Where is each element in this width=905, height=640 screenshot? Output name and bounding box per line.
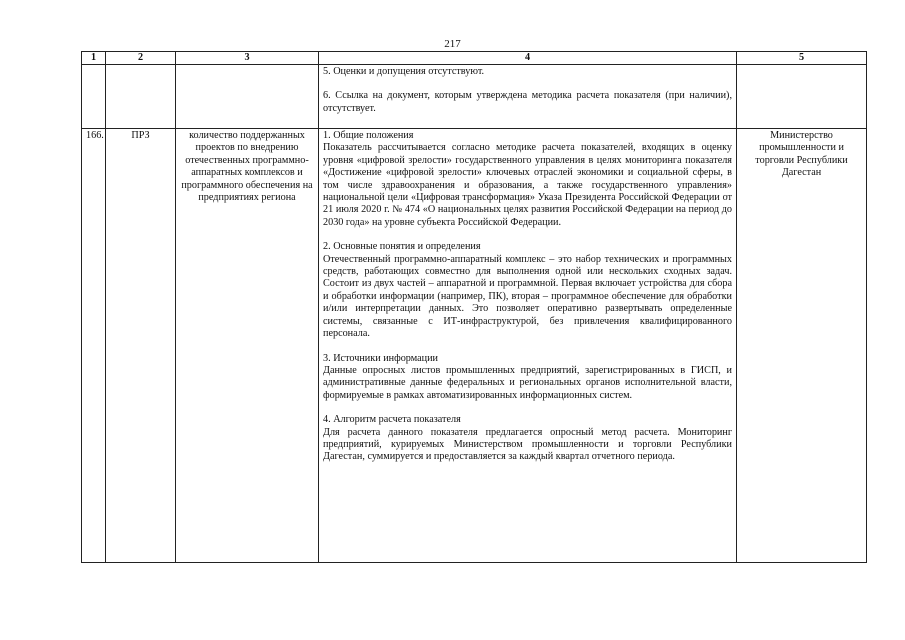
methodology-cell bbox=[319, 129, 737, 563]
header-col-1: 1 bbox=[82, 52, 106, 65]
section-title: 3. Источники информации bbox=[323, 352, 438, 364]
section-body: Отечественный программно-аппаратный комплекс – это набор технических и программных средств, работающих совместно для выполнения одной или нескольких сходных задач. Состоит из двух частей – аппаратной и программной. Первая включает устройства для сбора и обработки информации (например, ПК), вторая – программное обеспечение для обработки и/или интерпретации данных. Это позволяет оперативно развертывать определенные системы, связанные с ИТ-инфраструктурой, без привлечения квалифицированного персонала. bbox=[323, 253, 732, 340]
continued-paragraph: 5. Оценки и допущения отсутствуют. bbox=[323, 66, 485, 77]
section-body: Данные опросных листов промышленных предприятий, зарегистрированных в ГИСП, и административные данные федеральных и региональных органов исполнительной власти, формируемые в рамках автоматизированных информационных систем. bbox=[323, 364, 732, 401]
cell-empty bbox=[106, 65, 176, 129]
indicator-table bbox=[81, 51, 867, 563]
section-title: 2. Основные понятия и определения bbox=[323, 241, 481, 253]
section-title: 1. Общие положения bbox=[323, 130, 414, 141]
table-header-row bbox=[82, 52, 867, 65]
header-col-5: 5 bbox=[737, 52, 867, 65]
cell-empty bbox=[176, 65, 319, 129]
header-col-4: 4 bbox=[319, 52, 737, 65]
section-body: Показатель рассчитывается согласно методике расчета показателей, входящих в оценку уровня «цифровой зрелости» государственного управления в целях мониторинга показателя «Достижение «цифровой зрелости» ключевых отраслей экономики и социальной сферы, в том числе здравоохранения и образования, а также государственного управления» национальной цели «Цифровая трансформация» Указа Президента Российской Федерации от 21 июля 2020 г. № 474 «О национальных целях развития Российской Федерации на период до 2030 года» на уровне субъекта Российской Федерации. bbox=[323, 142, 732, 228]
continued-paragraph: 6. Ссылка на документ, которым утверждена методика расчета показателя (при наличии), отсутствует. bbox=[323, 90, 732, 114]
continued-description-cell bbox=[319, 65, 737, 129]
table-row-continued bbox=[82, 65, 867, 129]
page-number: 217 bbox=[444, 38, 461, 50]
header-col-3: 3 bbox=[176, 52, 319, 65]
row-number: 166. bbox=[82, 129, 106, 563]
section-title: 4. Алгоритм расчета показателя bbox=[323, 414, 461, 426]
indicator-name: количество поддержанных проектов по внедрению отечественных программно-аппаратных комплексов и программного обеспечения на предприятиях региона bbox=[176, 129, 319, 563]
header-col-2: 2 bbox=[106, 52, 176, 65]
table-row bbox=[82, 129, 867, 563]
row-code: ПРЗ bbox=[106, 129, 176, 563]
cell-empty bbox=[737, 65, 867, 129]
section-body: Для расчета данного показателя предлагается опросный метод расчета. Мониторинг предприятий, курируемых Министерством промышленности и торговли Республики Дагестан, суммируется и предоставляется за каждый квартал отчетного периода. bbox=[323, 426, 732, 463]
cell-empty bbox=[82, 65, 106, 129]
responsible-body: Министерство промышленности и торговли Республики Дагестан bbox=[737, 129, 867, 563]
